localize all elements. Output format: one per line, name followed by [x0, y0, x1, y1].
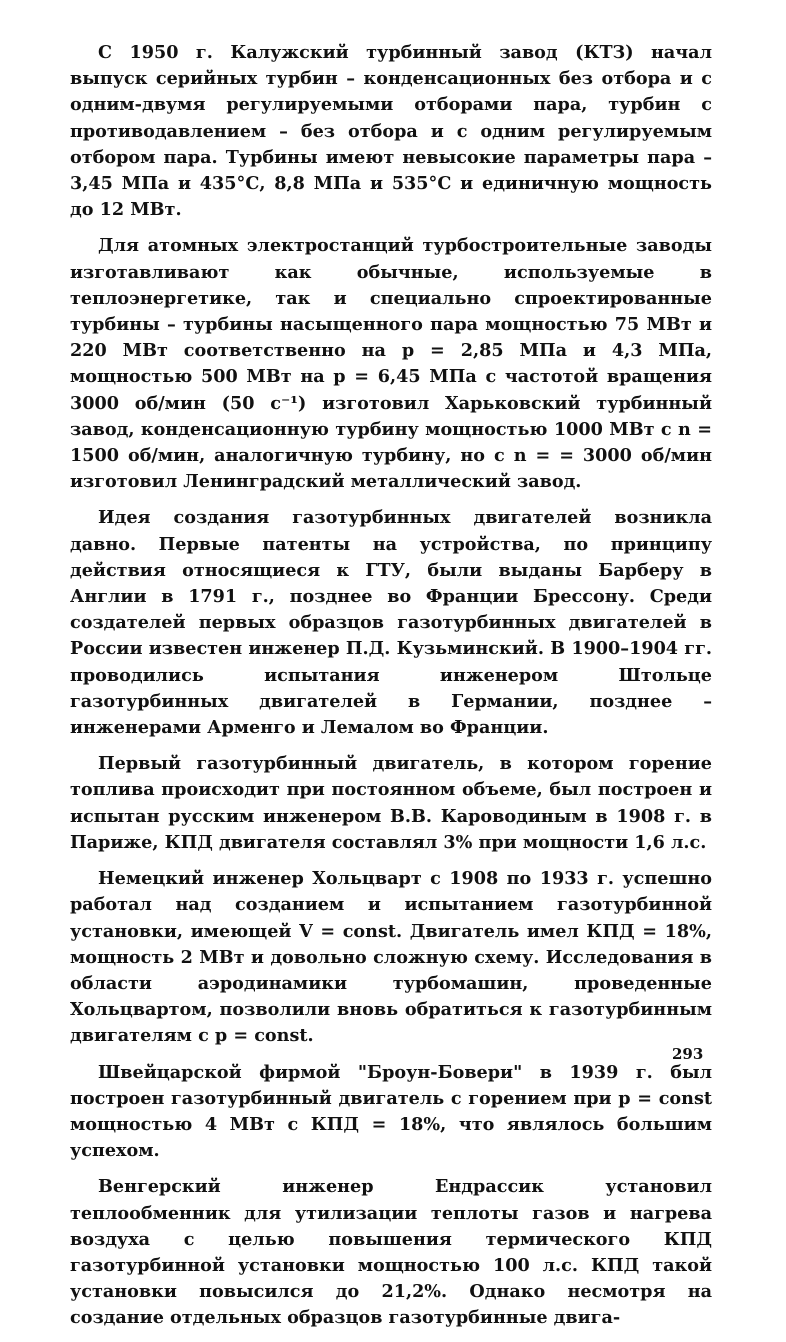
- page-number: 293: [672, 1045, 704, 1063]
- paragraph-ktz-turbines: С 1950 г. Калужский турбинный завод (КТЗ) начал выпуск серийных турбин – конденсационных без отбора и с одним-двумя регулируемыми отборами пара, турбин с противодавлением – без отбора и с одним регулируемым отбором пара. Турбины имеют невысокие параметры пара – 3,45 МПа и 435°С, 8,8 МПа и 535°С и единичную мощность до 12 МВт.: [70, 42, 712, 221]
- paragraph-jendrassik: Венгерский инженер Ендрассик установил теплообменник для утилизации теплоты газов и нагрева воздуха с целью повышения термического КПД газотурбинной установки мощностью 100 л.с. КПД такой установки повысился до 21,2%. Однако несмотря на создание отдельных образцов газотурбинные двига-: [70, 1176, 712, 1329]
- paragraph-nuclear-turbines: Для атомных электростанций турбостроительные заводы изготавливают как обычные, используемые в теплоэнергетике, так и специально спроектированные турбины – турбины насыщенного пара мощностью 75 МВт и 220 МВт соответственно на p = 2,85 МПа и 4,3 МПа, мощностью 500 МВт на p = 6,45 МПа с частотой вращения 3000 об/мин (50 с⁻¹) изготовил Харьковский турбинный завод, конденсационную турбину мощностью 1000 МВт с n = 1500 об/мин, аналогичную турбину, но с n = = 3000 об/мин изготовил Ленинградский металлический завод.: [70, 235, 712, 493]
- paragraph-brown-boveri: Швейцарской фирмой "Броун-Бовери" в 1939 г. был построен газотурбинный двигатель с горением при p = const мощностью 4 МВт с КПД = 18%, что являлось большим успехом.: [70, 1061, 712, 1162]
- paragraph-first-gas-turbine: Первый газотурбинный двигатель, в котором горение топлива происходит при постоянном объеме, был построен и испытан русским инженером В.В. Кароводиным в 1908 г. в Париже, КПД двигателя составлял 3% при мощности 1,6 л.с.: [70, 753, 712, 853]
- paragraph-gas-turbine-history: Идея создания газотурбинных двигателей возникла давно. Первые патенты на устройства, по принципу действия относящиеся к ГТУ, были выданы Барберу в Англии в 1791 г., позднее во Франции Брессону. Среди создателей первых образцов газотурбинных двигателей в России известен инженер П.Д. Кузьминский. В 1900–1904 гг. проводились испытания инженером Штольце газотурбинных двигателей в Германии, позднее – инженерами Арменго и Лемалом во Франции.: [70, 507, 712, 739]
- paragraph-holzwarth: Немецкий инженер Хольцварт с 1908 по 1933 г. успешно работал над созданием и испытанием газотурбинной установки, имеющей V = const. Двигатель имел КПД = 18%, мощность 2 МВт и довольно сложную схему. Исследования в области аэродинамики турбомашин, проведенные Хольцвартом, позволили вновь обратиться к газотурбинным двигателям с p = const.: [70, 868, 712, 1047]
- page-text: [70, 40, 712, 1342]
